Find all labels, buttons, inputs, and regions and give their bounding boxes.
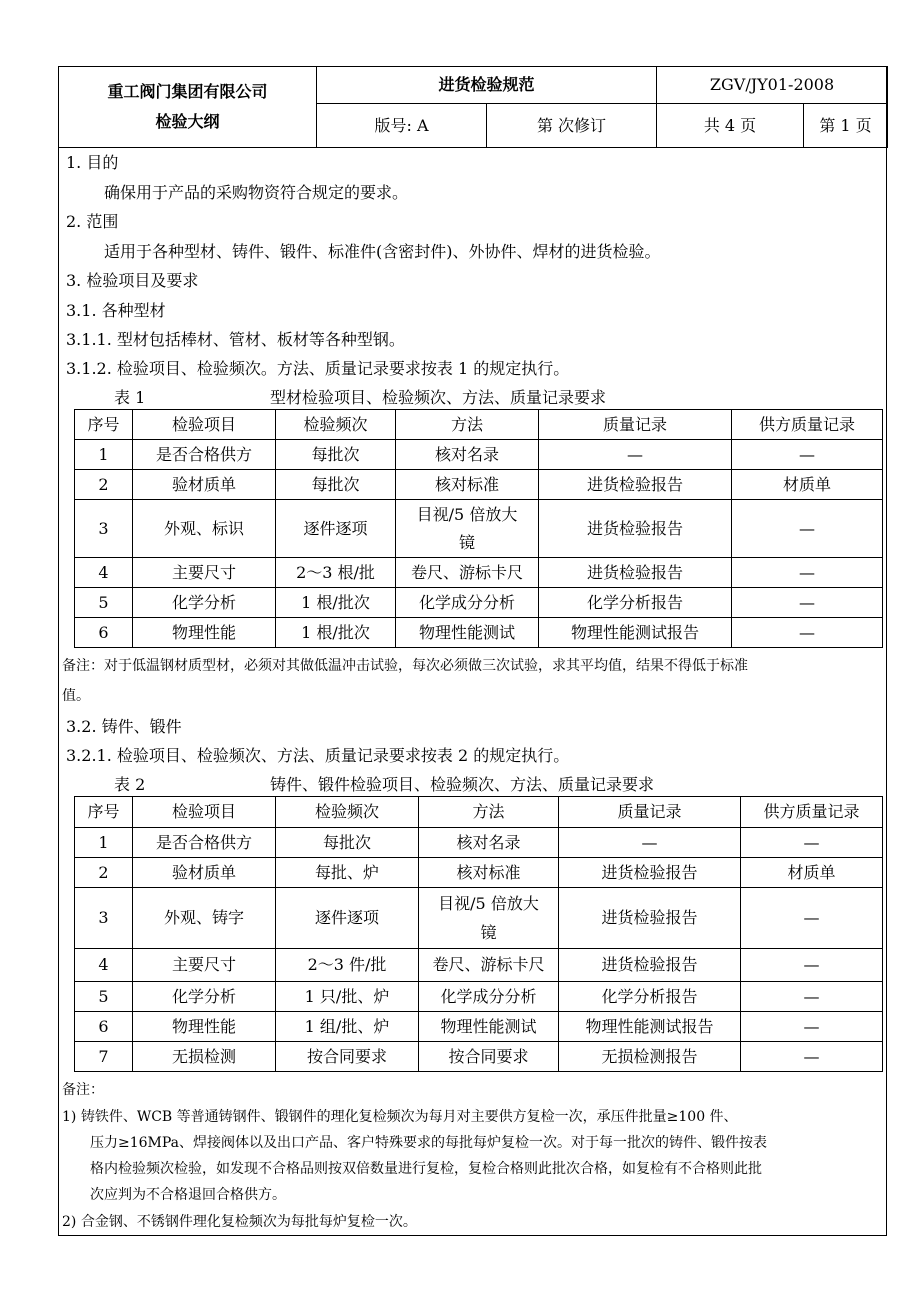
table-cell: — [732,558,883,588]
column-header: 供方质量记录 [732,410,883,440]
table-cell: 无损检测报告 [559,1042,741,1072]
table-cell: 物理性能测试 [419,1012,559,1042]
table-cell: — [559,828,741,858]
table-cell: 目视/5 倍放大 镜 [396,500,539,558]
table-cell: — [539,440,732,470]
table-row [75,558,883,588]
table-cell: — [741,949,883,982]
table-1-number: 表 1 [114,388,146,407]
table-cell: — [741,828,883,858]
table-cell: 材质单 [732,470,883,500]
table-row [75,588,883,618]
table-cell: 无损检测 [133,1042,276,1072]
table-cell: 进货检验报告 [539,500,732,558]
table-cell: 物理性能测试 [396,618,539,648]
section-3-1-2-text: 3.1.2. 检验项目、检验频次。方法、质量记录要求按表 1 的规定执行。 [66,359,570,378]
table-cell: 逐件逐项 [276,500,396,558]
column-header: 检验项目 [133,410,276,440]
table-cell: — [732,500,883,558]
table-cell: 是否合格供方 [133,828,276,858]
table-cell: 目视/5 倍放大 镜 [419,888,559,949]
table-2 [74,796,883,1072]
table-cell: 物理性能测试报告 [559,1012,741,1042]
section-3-1-1-text: 3.1.1. 型材包括棒材、管材、板材等各种型钢。 [66,330,405,349]
table-cell: 2～3 件/批 [276,949,419,982]
section-1-text: 确保用于产品的采购物资符合规定的要求。 [104,183,409,202]
column-header: 方法 [419,797,559,828]
table-cell: 核对标准 [396,470,539,500]
table-cell: — [741,982,883,1012]
section-3-2-1-text: 3.2.1. 检验项目、检验频次、方法、质量记录要求按表 2 的规定执行。 [66,746,570,765]
table-row [75,858,883,888]
document-title: 进货检验规范 [317,67,657,104]
table-cell: 6 [75,618,133,648]
document-subtitle: 检验大纲 [155,112,220,131]
table-cell: 1 组/批、炉 [276,1012,419,1042]
table-cell: 核对名录 [396,440,539,470]
table-cell: 4 [75,949,133,982]
table-row [75,470,883,500]
table-row [75,1042,883,1072]
table-cell: 3 [75,500,133,558]
table-cell: 2 [75,470,133,500]
table-row [75,1012,883,1042]
table-cell: 材质单 [741,858,883,888]
table-row [75,949,883,982]
table-cell: 逐件逐项 [276,888,419,949]
table-cell: 进货检验报告 [559,949,741,982]
table-cell: 化学成分分析 [396,588,539,618]
table-cell: 进货检验报告 [559,858,741,888]
table-cell: — [741,1012,883,1042]
table-cell: — [732,618,883,648]
table-cell: 每批、炉 [276,858,419,888]
table-cell: — [732,588,883,618]
table-2-title: 铸件、锻件检验项目、检验频次、方法、质量记录要求 [270,775,655,794]
table-cell: 核对标准 [419,858,559,888]
total-pages: 共 4 页 [657,104,804,148]
table-row [75,888,883,949]
table-cell: 1 [75,828,133,858]
table-2-header-row [75,797,883,828]
section-3-heading: 3. 检验项目及要求 [66,271,199,290]
table-row [75,500,883,558]
table-cell: — [741,1042,883,1072]
table-1 [74,409,883,648]
table-cell: 7 [75,1042,133,1072]
table-2-number: 表 2 [114,775,146,794]
section-1-heading: 1. 目的 [66,153,119,172]
table-row [75,828,883,858]
column-header: 检验项目 [133,797,276,828]
table-cell: 主要尺寸 [133,558,276,588]
table-row [75,440,883,470]
table-cell: 验材质单 [133,470,276,500]
table-cell: 物理性能 [133,618,276,648]
table-cell: 物理性能 [133,1012,276,1042]
table-1-note-line-2: 值。 [62,688,90,704]
section-3-2-heading: 3.2. 铸件、锻件 [66,717,182,736]
table-cell: 1 根/批次 [276,618,396,648]
table-cell: 物理性能测试报告 [539,618,732,648]
table-row [75,618,883,648]
table-cell: — [732,440,883,470]
remark-1-line-4: 次应判为不合格退回合格供方。 [90,1187,286,1203]
table-row [75,982,883,1012]
table-1-note-line-1: 备注：对于低温钢材质型材，必须对其做低温冲击试验，每次必须做三次试验，求其平均值，结果不得低于标准 [62,658,748,674]
table-cell: 外观、标识 [133,500,276,558]
section-2-text: 适用于各种型材、铸件、锻件、标准件(含密封件)、外协件、焊材的进货检验。 [104,242,661,261]
revision-number: 第 次修订 [487,104,657,148]
page-number: 第 1 页 [804,104,888,148]
table-cell: 5 [75,982,133,1012]
table-cell: 2 [75,858,133,888]
table-cell: 5 [75,588,133,618]
table-cell: 按合同要求 [419,1042,559,1072]
table-cell: 每批次 [276,440,396,470]
table-cell: 1 [75,440,133,470]
company-block [59,67,317,148]
remarks-label: 备注： [62,1082,104,1098]
table-cell: 是否合格供方 [133,440,276,470]
table-cell: 外观、铸字 [133,888,276,949]
table-cell: 主要尺寸 [133,949,276,982]
table-1-header-row [75,410,883,440]
column-header: 检验频次 [276,410,396,440]
column-header: 检验频次 [276,797,419,828]
column-header: 供方质量记录 [741,797,883,828]
table-cell: 按合同要求 [276,1042,419,1072]
table-cell: 化学成分分析 [419,982,559,1012]
table-cell: 2～3 根/批 [276,558,396,588]
table-cell: 化学分析 [133,982,276,1012]
table-cell: 每批次 [276,828,419,858]
table-cell: 1 根/批次 [276,588,396,618]
table-cell: 化学分析报告 [559,982,741,1012]
remark-2: 2) 合金钢、不锈钢件理化复检频次为每批每炉复检一次。 [62,1214,417,1230]
table-cell: 卷尺、游标卡尺 [419,949,559,982]
table-cell: 核对名录 [419,828,559,858]
table-cell: — [741,888,883,949]
table-cell: 化学分析报告 [539,588,732,618]
table-cell: 进货检验报告 [539,470,732,500]
remark-1-line-3: 格内检验频次检验，如发现不合格品则按双倍数量进行复检，复检合格则此批次合格，如复检有不合格则此批 [90,1161,762,1177]
table-cell: 卷尺、游标卡尺 [396,558,539,588]
remark-1-line-2: 压力≥16MPa、焊接阀体以及出口产品、客户特殊要求的每批每炉复检一次。对于每一批次的铸件、锻件按表 [90,1135,768,1151]
column-header: 质量记录 [559,797,741,828]
table-cell: 6 [75,1012,133,1042]
table-cell: 3 [75,888,133,949]
remark-1-line-1: 1) 铸铁件、WCB 等普通铸钢件、锻钢件的理化复检频次为每月对主要供方复检一次，承压件批量≥100 件、 [62,1109,738,1125]
table-cell: 每批次 [276,470,396,500]
section-2-heading: 2. 范围 [66,212,119,231]
document-code: ZGV/JY01-2008 [657,67,888,104]
edition-number: 版号: A [317,104,487,148]
table-cell: 4 [75,558,133,588]
table-cell: 进货检验报告 [539,558,732,588]
company-name: 重工阀门集团有限公司 [107,82,268,101]
table-cell: 1 只/批、炉 [276,982,419,1012]
column-header: 方法 [396,410,539,440]
table-1-title: 型材检验项目、检验频次、方法、质量记录要求 [270,388,607,407]
column-header: 质量记录 [539,410,732,440]
table-cell: 进货检验报告 [559,888,741,949]
column-header: 序号 [75,410,133,440]
table-cell: 验材质单 [133,858,276,888]
table-cell: 化学分析 [133,588,276,618]
column-header: 序号 [75,797,133,828]
document-header [58,66,888,148]
section-3-1-heading: 3.1. 各种型材 [66,301,166,320]
